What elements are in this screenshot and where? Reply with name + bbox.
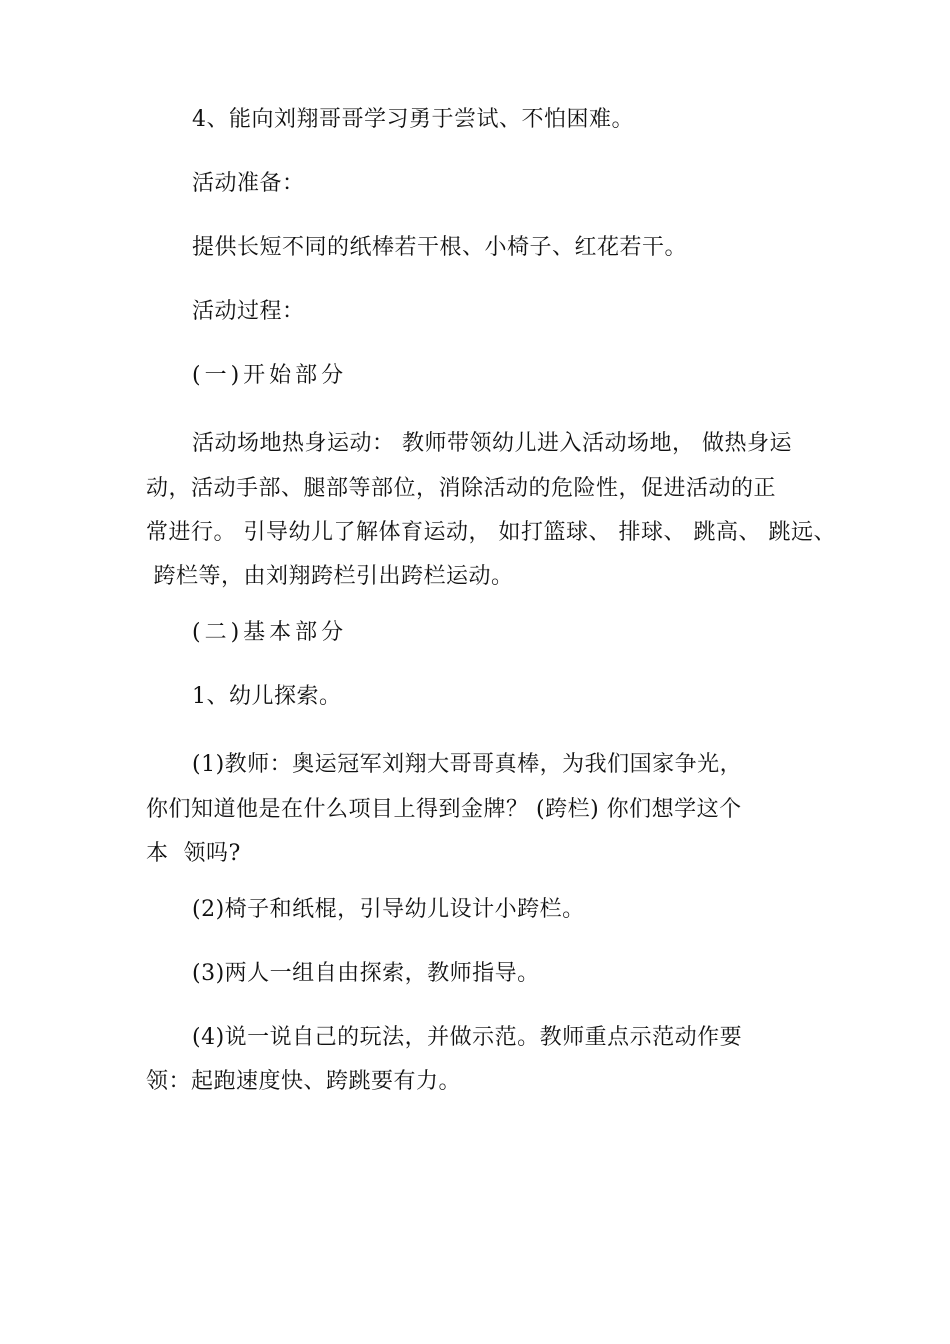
paragraph-warmup-line-4: 跨栏等，由刘翔跨栏引出跨栏运动。: [146, 564, 514, 589]
paragraph-step-1: 1、幼儿探索。: [192, 684, 342, 709]
paragraph-step-1-2: (2)椅子和纸棍，引导幼儿设计小跨栏。: [192, 897, 585, 922]
paragraph-warmup-line-3: 常进行。 引导幼儿了解体育运动， 如打篮球、 排球、 跳高、 跳远、: [146, 520, 836, 545]
heading-part-one: (一)开始部分: [192, 363, 348, 388]
paragraph-preparation: 提供长短不同的纸棒若干根、小椅子、红花若干。: [192, 235, 688, 260]
paragraph-step-1-4-line-1: (4)说一说自己的玩法，并做示范。教师重点示范动作要: [192, 1025, 743, 1050]
paragraph-warmup-line-1: 活动场地热身运动： 教师带领幼儿进入活动场地， 做热身运: [192, 431, 792, 456]
paragraph-goal-4: 4、能向刘翔哥哥学习勇于尝试、不怕困难。: [192, 107, 634, 132]
paragraph-step-1-4-line-2: 领：起跑速度快、跨跳要有力。: [146, 1069, 462, 1094]
heading-part-two: (二)基本部分: [192, 620, 348, 645]
heading-process: 活动过程：: [192, 299, 305, 324]
heading-preparation: 活动准备：: [192, 171, 305, 196]
paragraph-warmup-line-2: 动，活动手部、腿部等部位，消除活动的危险性，促进活动的正: [146, 476, 777, 501]
paragraph-step-1-1-line-2: 你们知道他是在什么项目上得到金牌？ (跨栏) 你们想学这个: [146, 797, 742, 822]
paragraph-step-1-1-line-1: (1)教师：奥运冠军刘翔大哥哥真棒，为我们国家争光，: [192, 752, 743, 777]
paragraph-step-1-3: (3)两人一组自由探索，教师指导。: [192, 961, 540, 986]
paragraph-step-1-1-line-3: 本 领吗?: [146, 841, 241, 866]
